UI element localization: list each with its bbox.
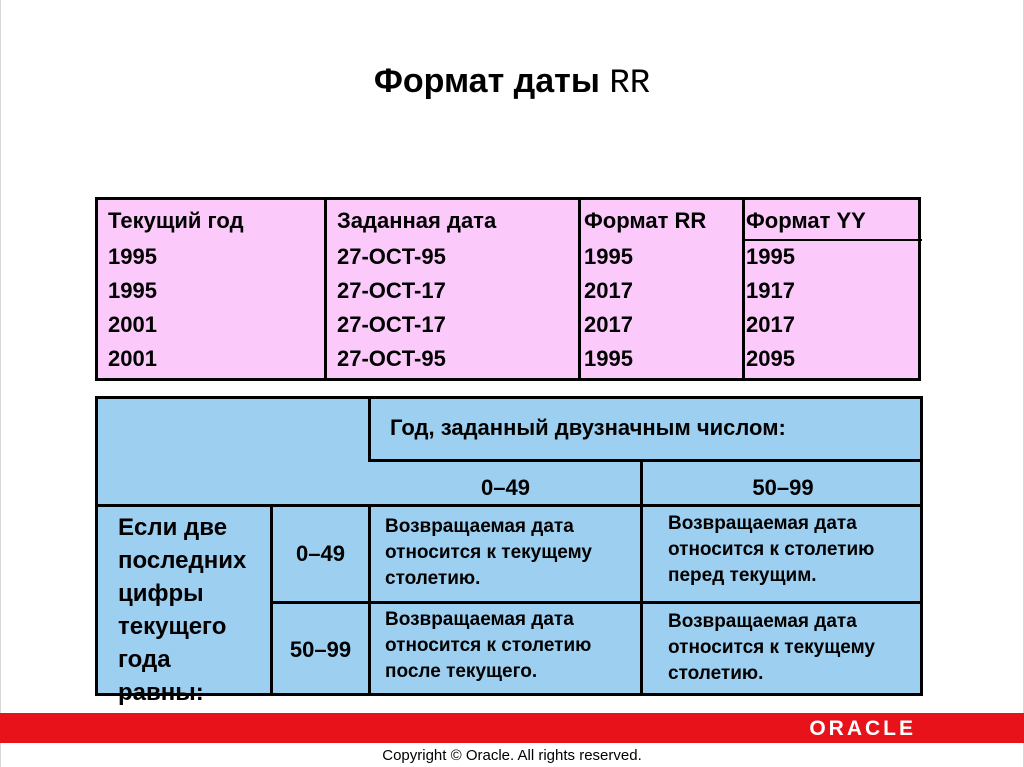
row-label-line: Если две: [118, 514, 228, 541]
copyright-notice: Copyright © Oracle. All rights reserved.: [382, 747, 642, 764]
header-divider: [742, 239, 922, 241]
row-range-50-99: 50–99: [289, 637, 352, 662]
table-cell: 1995: [108, 278, 157, 303]
cell-line: относится к текущему: [668, 637, 875, 658]
cell-line: Возвращаемая дата: [385, 609, 574, 630]
table-cell: 27-OCT-95: [337, 346, 446, 371]
table-cell: 2001: [108, 312, 157, 337]
slide-title: [0, 62, 1024, 103]
cell-line: относится к текущему: [385, 542, 592, 563]
grid-line: [368, 459, 923, 462]
table-cell: 27-OCT-95: [337, 244, 446, 269]
row-label: [118, 511, 246, 709]
cell-next-century: [385, 607, 591, 685]
header-current-year: Текущий год: [108, 208, 244, 233]
table-cell: 1995: [746, 244, 795, 269]
column-divider: [324, 200, 327, 378]
cell-line: после текущего.: [385, 661, 538, 682]
slide-title-text: Формат даты: [373, 62, 600, 100]
grid-line: [98, 504, 923, 507]
grid-line: [368, 504, 371, 696]
table-cell: 2017: [746, 312, 795, 337]
cell-line: Возвращаемая дата: [385, 516, 574, 537]
cell-previous-century: [668, 511, 874, 589]
table-cell: 1995: [584, 244, 633, 269]
column-divider: [578, 200, 581, 378]
header-rr-format: Формат RR: [584, 208, 707, 233]
column-divider: [742, 200, 745, 378]
grid-line: [368, 399, 371, 462]
grid-line: [270, 601, 923, 604]
table-cell: 27-OCT-17: [337, 278, 446, 303]
row-label-line: последних: [118, 547, 247, 574]
table-cell: 27-OCT-17: [337, 312, 446, 337]
table-cell: 2001: [108, 346, 157, 371]
slide-title-code: RR: [609, 65, 651, 103]
row-range-0-49: 0–49: [296, 541, 345, 566]
cell-current-century: [385, 514, 592, 592]
rr-format-examples-table: [95, 197, 921, 381]
cell-line: перед текущим.: [668, 565, 817, 586]
table-cell: 2017: [584, 312, 633, 337]
cell-line: относится к столетию: [385, 635, 592, 656]
row-label-line: текущего: [118, 613, 227, 640]
header-yy-format: Формат YY: [746, 208, 866, 233]
row-label-line: равны:: [118, 679, 204, 706]
rr-rules-table: [95, 396, 923, 706]
cell-line: относится к столетию: [668, 539, 875, 560]
row-label-line: года: [118, 646, 171, 673]
cell-current-century-2: [668, 609, 875, 687]
cell-line: Возвращаемая дата: [668, 611, 857, 632]
cell-line: Возвращаемая дата: [668, 513, 857, 534]
col-range-0-49: 0–49: [481, 475, 530, 500]
left-border: [0, 0, 1, 767]
oracle-logo: ORACLE: [809, 717, 916, 740]
row-label-line: цифры: [118, 580, 204, 607]
cell-line: столетию.: [385, 568, 481, 589]
header-given-date: Заданная дата: [337, 208, 497, 233]
table-cell: 2017: [584, 278, 633, 303]
col-range-50-99: 50–99: [752, 475, 814, 500]
table-cell: 1917: [746, 278, 795, 303]
grid-line: [270, 504, 273, 696]
two-digit-year-header: Год, заданный двузначным числом:: [390, 415, 786, 440]
cell-line: столетию.: [668, 663, 764, 684]
table-cell: 1995: [584, 346, 633, 371]
table-cell: 2095: [746, 346, 795, 371]
table-cell: 1995: [108, 244, 157, 269]
